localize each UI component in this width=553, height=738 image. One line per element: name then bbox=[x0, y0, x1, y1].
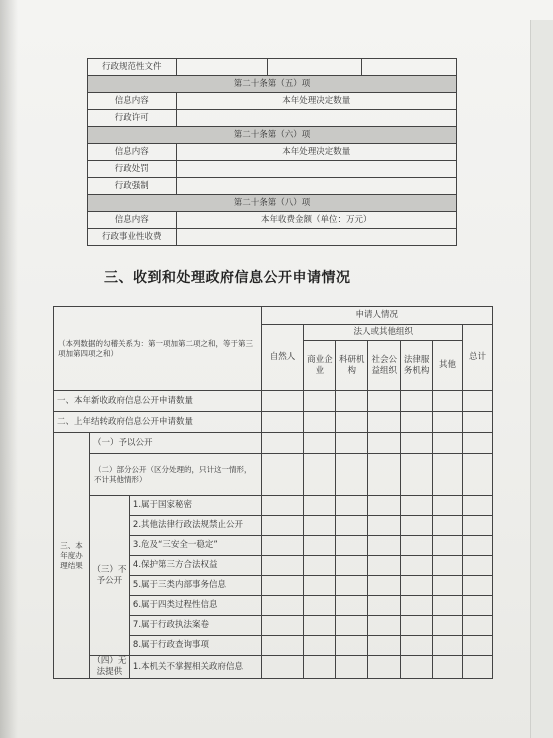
row-label: 5.属于三类内部事务信息 bbox=[129, 576, 261, 596]
row-value: 本年处理决定数量 bbox=[176, 93, 456, 110]
org-col-header: 法律服务机构 bbox=[401, 341, 433, 391]
row-label: 4.保护第三方合法权益 bbox=[129, 556, 261, 576]
next-page-edge bbox=[530, 20, 553, 738]
natural-person-header: 自然人 bbox=[261, 325, 304, 391]
header-row bbox=[54, 307, 493, 325]
section-row bbox=[88, 127, 457, 144]
table-row bbox=[88, 93, 457, 110]
table-row bbox=[54, 454, 493, 496]
org-col-header: 社会公益组织 bbox=[368, 341, 401, 391]
row-label: 行政强制 bbox=[88, 178, 177, 195]
table-row bbox=[88, 161, 457, 178]
row-label: 行政许可 bbox=[88, 110, 177, 127]
row-label: 2.其他法律行政法规禁止公开 bbox=[129, 516, 261, 536]
table-row bbox=[88, 59, 457, 76]
row-label: 6.属于四类过程性信息 bbox=[129, 596, 261, 616]
row-label: （二）部分公开（区分处理的，只计这一情形，不计其他情形） bbox=[89, 454, 261, 496]
row-value: 本年收费金额（单位：万元） bbox=[176, 212, 456, 229]
table-row bbox=[88, 178, 457, 195]
note-cell: （本列数据的勾稽关系为：第一项加第二项之和，等于第三项加第四项之和） bbox=[54, 307, 262, 391]
legal-person-header: 法人或其他组织 bbox=[304, 325, 463, 341]
row-label: 1.本机关不掌握相关政府信息 bbox=[129, 656, 261, 679]
applicant-header: 申请人情况 bbox=[261, 307, 492, 325]
org-col-header: 其他 bbox=[433, 341, 463, 391]
section-title: 第二十条第（五）项 bbox=[88, 76, 457, 93]
row-label: 行政事业性收费 bbox=[88, 229, 177, 246]
admin-info-table bbox=[87, 58, 457, 246]
table-row bbox=[54, 433, 493, 454]
row-label: 3.危及“三安全一稳定” bbox=[129, 536, 261, 556]
org-col-header: 科研机构 bbox=[336, 341, 368, 391]
total-header: 总计 bbox=[463, 325, 493, 391]
row-label: （一）予以公开 bbox=[89, 433, 261, 454]
section-row bbox=[88, 195, 457, 212]
row-label: 1.属于国家秘密 bbox=[129, 496, 261, 516]
section-title: 第二十条第（八）项 bbox=[88, 195, 457, 212]
table-row bbox=[88, 144, 457, 161]
page-edge-shadow bbox=[0, 0, 18, 738]
section-row bbox=[88, 76, 457, 93]
table-row bbox=[88, 212, 457, 229]
row-label: 7.属于行政执法案卷 bbox=[129, 616, 261, 636]
section-title: 第二十条第（六）项 bbox=[88, 127, 457, 144]
row-label: 信息内容 bbox=[88, 212, 177, 229]
table-row bbox=[54, 656, 493, 679]
row-label: 行政处罚 bbox=[88, 161, 177, 178]
table-row bbox=[54, 391, 493, 412]
row-group-label: （四）无法提供 bbox=[89, 656, 129, 679]
table-row bbox=[54, 412, 493, 433]
group-label: 三、本年度办理结果 bbox=[54, 433, 90, 679]
org-col-header: 商业企业 bbox=[304, 341, 336, 391]
table-row bbox=[88, 229, 457, 246]
row-label: 信息内容 bbox=[88, 144, 177, 161]
table-row bbox=[54, 496, 493, 516]
row-label: 信息内容 bbox=[88, 93, 177, 110]
row-label: 一、本年新收政府信息公开申请数量 bbox=[54, 391, 262, 412]
table-row bbox=[88, 110, 457, 127]
section-heading: 三、收到和处理政府信息公开申请情况 bbox=[104, 270, 351, 286]
row-group-label: （三）不予公开 bbox=[89, 496, 129, 656]
row-label: 行政规范性文件 bbox=[88, 59, 177, 76]
row-label: 二、上年结转政府信息公开申请数量 bbox=[54, 412, 262, 433]
row-value: 本年处理决定数量 bbox=[176, 144, 456, 161]
application-stats-table bbox=[53, 306, 493, 679]
row-label: 8.属于行政查询事项 bbox=[129, 636, 261, 656]
